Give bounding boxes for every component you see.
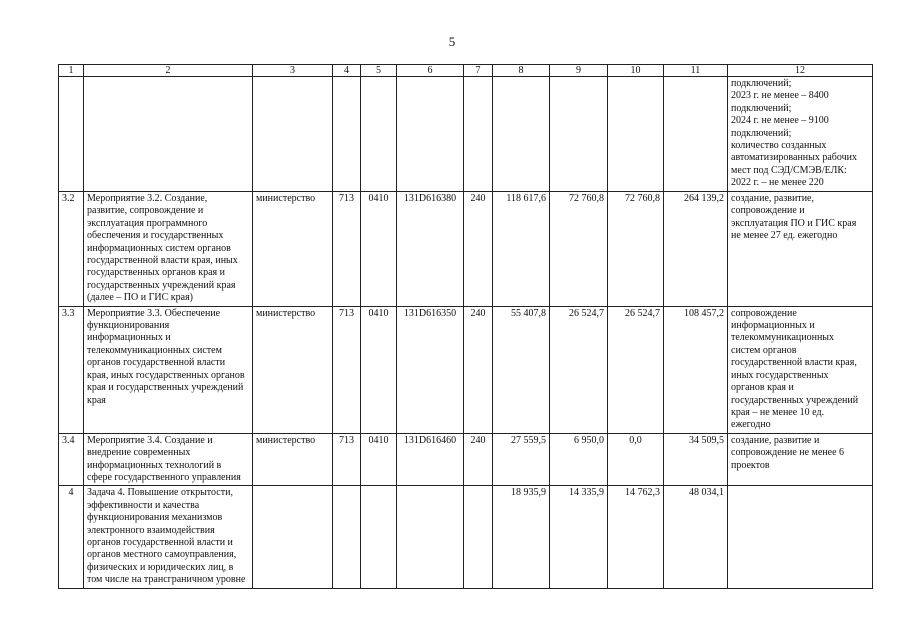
text-line: развитие, сопровождение и (87, 205, 204, 217)
executor: министерство (253, 306, 333, 433)
text-line: края, иных государственных органов (87, 369, 245, 381)
expense-type: 240 (464, 433, 493, 486)
target-article (397, 486, 464, 588)
text-line: органов края и (731, 382, 794, 394)
budget-table (58, 64, 873, 589)
text-line: функционирования механизмов (87, 512, 223, 524)
column-header: 5 (361, 65, 397, 77)
column-header: 12 (728, 65, 873, 77)
amount-total: 264 139,2 (664, 192, 728, 307)
amount-col10: 0,0 (608, 433, 664, 486)
ministry-code (333, 486, 361, 588)
amount-col10: 72 760,8 (608, 192, 664, 307)
text-line: телекоммуникационных (731, 332, 835, 344)
text-line: эффективности и качества (87, 499, 200, 511)
text-line: информационных и (731, 320, 815, 332)
section-code: 0410 (361, 192, 397, 307)
amount-col9: 72 760,8 (550, 192, 608, 307)
activity-name (84, 433, 253, 486)
result-cell (728, 306, 873, 433)
text-line: иных государственных (731, 369, 829, 381)
text-line: сопровождение и (731, 205, 805, 217)
column-header: 6 (397, 65, 464, 77)
text-line: физических и юридических лиц, в (87, 561, 234, 573)
column-header: 3 (253, 65, 333, 77)
column-header: 2 (84, 65, 253, 77)
text-line: информационных систем органов (87, 242, 231, 254)
row-number: 4 (59, 486, 84, 588)
result-cell (728, 77, 873, 192)
text-line: органов государственной власти и (87, 536, 233, 548)
amount-col8: 18 935,9 (493, 486, 550, 588)
ministry-code: 713 (333, 433, 361, 486)
target-article: 131D616460 (397, 433, 464, 486)
text-line: края (87, 394, 106, 406)
table-row (59, 192, 873, 307)
amount-col8: 118 617,6 (493, 192, 550, 307)
section-code: 0410 (361, 433, 397, 486)
expense-type: 240 (464, 192, 493, 307)
result-cell (728, 486, 873, 588)
target-article: 131D616380 (397, 192, 464, 307)
text-line: сопровождение не менее 6 (731, 447, 845, 459)
text-line: 2024 г. не менее – 9100 (731, 115, 829, 127)
text-line: информационных технологий в (87, 459, 222, 471)
text-line: подключений; (731, 78, 792, 89)
target-article: 131D616350 (397, 306, 464, 433)
activity-name (84, 306, 253, 433)
amount-col10: 26 524,7 (608, 306, 664, 433)
text-line: эксплуатация программного (87, 217, 208, 229)
text-line: количество созданных (731, 140, 827, 152)
section-code: 0410 (361, 306, 397, 433)
text-line: органов местного самоуправления, (87, 549, 237, 561)
task-name (84, 486, 253, 588)
text-line: ежегодно (731, 419, 771, 431)
text-line: том числе на трансграничном уровне (87, 574, 246, 586)
table-row (59, 486, 873, 588)
column-header: 9 (550, 65, 608, 77)
amount-col9: 6 950,0 (550, 433, 608, 486)
page-number: 5 (448, 34, 456, 49)
text-line: Мероприятие 3.3. Обеспечение (87, 307, 221, 319)
text-line: края и государственных учреждений (87, 382, 244, 394)
text-line: создание, развитие, (731, 193, 814, 204)
text-line: Мероприятие 3.4. Создание и (87, 434, 213, 446)
text-line: проектов (731, 459, 770, 471)
text-line: Мероприятие 3.2. Создание, (87, 193, 208, 204)
text-line: государственных учреждений (731, 394, 859, 406)
text-line: государственной власти края, иных (87, 255, 238, 267)
text-line: государственных органов края и (87, 267, 225, 279)
amount-total: 108 457,2 (664, 306, 728, 433)
text-line: края – не менее 10 ед. (731, 406, 825, 418)
text-line: не менее 27 ед. ежегодно (731, 230, 838, 242)
amount-col9: 14 335,9 (550, 486, 608, 588)
amount-col8: 55 407,8 (493, 306, 550, 433)
activity-name (84, 192, 253, 307)
ministry-code: 713 (333, 192, 361, 307)
text-line: сопровождение (731, 307, 797, 319)
text-line: создание, развитие и (731, 434, 820, 446)
executor: министерство (253, 192, 333, 307)
column-header: 11 (664, 65, 728, 77)
column-header: 10 (608, 65, 664, 77)
executor (253, 486, 333, 588)
text-line: функционирования (87, 320, 170, 332)
table-row (59, 306, 873, 433)
expense-type (464, 486, 493, 588)
text-line: автоматизированных рабочих (731, 152, 858, 164)
text-line: 2023 г. не менее – 8400 (731, 90, 829, 102)
column-header: 4 (333, 65, 361, 77)
text-line: 2022 г. – не менее 220 (731, 177, 824, 189)
row-number: 3.2 (59, 192, 84, 307)
text-line: подключений; (731, 102, 792, 114)
row-number: 3.4 (59, 433, 84, 486)
amount-col8: 27 559,5 (493, 433, 550, 486)
result-cell (728, 433, 873, 486)
text-line: (далее – ПО и ГИС края) (87, 292, 194, 304)
result-cell (728, 192, 873, 307)
text-line: внедрение современных (87, 447, 191, 459)
text-line: органов государственной власти (87, 357, 226, 369)
continuation-row (59, 77, 873, 192)
text-line: подключений; (731, 127, 792, 139)
text-line: мест под СЭД/СМЭВ/ЕЛК: (731, 164, 847, 176)
row-number: 3.3 (59, 306, 84, 433)
ministry-code: 713 (333, 306, 361, 433)
executor: министерство (253, 433, 333, 486)
amount-total: 34 509,5 (664, 433, 728, 486)
text-line: обеспечения и государственных (87, 230, 224, 242)
text-line: систем органов (731, 344, 797, 356)
text-line: государственной власти края, (731, 357, 857, 369)
section-code (361, 486, 397, 588)
column-number-header-row (59, 65, 873, 77)
amount-col9: 26 524,7 (550, 306, 608, 433)
amount-total: 48 034,1 (664, 486, 728, 588)
table-row (59, 433, 873, 486)
text-line: электронного взаимодействия (87, 524, 215, 536)
column-header: 7 (464, 65, 493, 77)
text-line: Задача 4. Повышение открытости, (87, 487, 233, 499)
text-line: сфере государственного управления (87, 471, 241, 483)
text-line: информационных и (87, 332, 171, 344)
expense-type: 240 (464, 306, 493, 433)
column-header: 1 (59, 65, 84, 77)
text-line: телекоммуникационных систем (87, 344, 222, 356)
column-header: 8 (493, 65, 550, 77)
amount-col10: 14 762,3 (608, 486, 664, 588)
text-line: эксплуатация ПО и ГИС края (731, 217, 857, 229)
text-line: государственных учреждений края (87, 279, 236, 291)
